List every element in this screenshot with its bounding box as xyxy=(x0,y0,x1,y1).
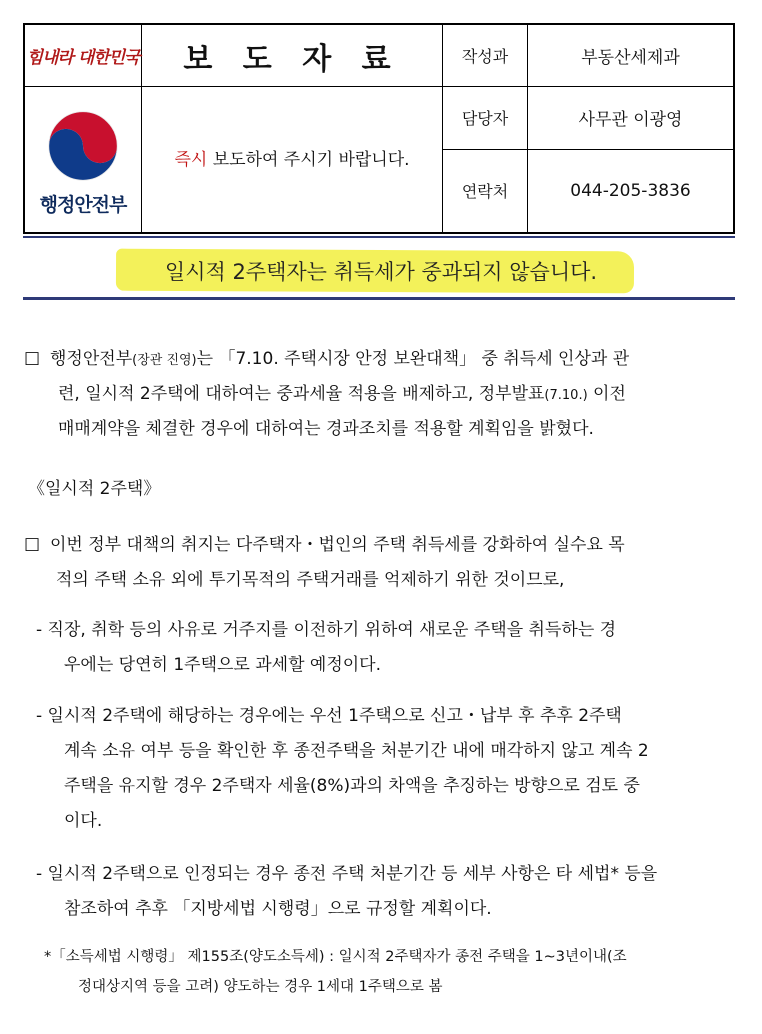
row-value: 사무관 이광영 xyxy=(578,110,683,131)
headline: 일시적 2주택자는 취득세가 중과되지 않습니다. xyxy=(164,260,598,284)
ministry-logo-cell xyxy=(24,87,142,233)
label-cell xyxy=(443,87,528,150)
text-span: 이전 xyxy=(587,384,626,404)
text-span: 련, 일시적 2주택에 대하여는 중과세율 적용을 배제하고, 정부발표 xyxy=(58,384,545,404)
paragraph-line: 우에는 당연히 1주택으로 과세할 예정이다. xyxy=(64,655,382,675)
label-cell xyxy=(443,149,528,233)
paragraph-line: 계속 소유 여부 등을 확인한 후 종전주택을 처분기간 내에 매각하지 않고 계속 2 xyxy=(64,741,649,761)
row-value: 부동산세제과 xyxy=(581,48,680,69)
paragraph-line: - 일시적 2주택으로 인정되는 경우 종전 주택 처분기간 등 세부 사항은 타 세법* 등을 xyxy=(36,864,658,884)
value-cell xyxy=(528,24,735,87)
request-urgent: 즉시 xyxy=(174,149,208,170)
top-divider xyxy=(23,236,735,238)
footnote-line: *「소득세법 시행령」 제155조(양도소득세) : 일시적 2주택자가 종전 주택을 1∼3년이내(조 xyxy=(44,949,627,965)
value-cell xyxy=(528,149,735,233)
bullet-square: □ xyxy=(24,534,41,554)
request-cell xyxy=(142,87,443,233)
paragraph-line: 참조하여 추후 「지방세법 시행령」으로 규정할 계획이다. xyxy=(64,899,492,919)
paragraph-line: 매매계약을 체결한 경우에 대하여는 경과조치를 적용할 계획임을 밝혔다. xyxy=(58,419,594,439)
row-label: 작성과 xyxy=(461,47,509,67)
label-cell xyxy=(443,24,528,87)
paragraph-line: 주택을 유지할 경우 2주택자 세율(8%)과의 차액을 추징하는 방향으로 검토 중 xyxy=(64,776,640,796)
ministry-name: 행정안전부 xyxy=(39,194,127,217)
row-label: 담당자 xyxy=(461,109,509,129)
text-span: (장관 진영) xyxy=(132,353,197,368)
text-span: 행정안전부 xyxy=(50,349,133,369)
title-cell xyxy=(142,24,443,87)
bullet-square: □ xyxy=(24,348,41,368)
request-text: 보도하여 주시기 바랍니다. xyxy=(207,149,410,170)
paragraph-line: - 일시적 2주택에 해당하는 경우에는 우선 1주택으로 신고・납부 후 추후 2주택 xyxy=(36,706,622,726)
row-value: 044-205-3836 xyxy=(570,180,691,201)
text-span: (7.10.) xyxy=(544,388,588,403)
paragraph-line xyxy=(58,379,626,411)
taegeuk-emblem-icon xyxy=(45,108,121,184)
row-label: 연락처 xyxy=(461,182,509,202)
value-cell xyxy=(528,87,735,150)
paragraph-line: - 직장, 취학 등의 사유로 거주지를 이전하기 위하여 새로운 주택을 취득하는 경 xyxy=(36,620,617,640)
section-heading: 《일시적 2주택》 xyxy=(28,479,161,499)
text-span: 는 「7.10. 주택시장 안정 보완대책」 중 취득세 인상과 관 xyxy=(196,349,630,369)
press-header-table xyxy=(23,23,735,234)
paragraph-line: 이다. xyxy=(64,811,103,831)
page-title: 보 도 자 료 xyxy=(183,41,401,77)
paragraph-line: 적의 주택 소유 외에 투기목적의 주택거래를 억제하기 위한 것이므로, xyxy=(56,570,565,590)
slogan-cell xyxy=(24,24,142,87)
slogan-logo: 힘내라 대한민국 xyxy=(26,48,140,69)
paragraph-line: 이번 정부 대책의 취지는 다주택자・법인의 주택 취득세를 강화하여 실수요 목 xyxy=(50,535,625,555)
bottom-divider xyxy=(23,297,735,300)
footnote-line: 정대상지역 등을 고려) 양도하는 경우 1세대 1주택으로 봄 xyxy=(78,979,443,995)
paragraph-line xyxy=(50,344,629,376)
